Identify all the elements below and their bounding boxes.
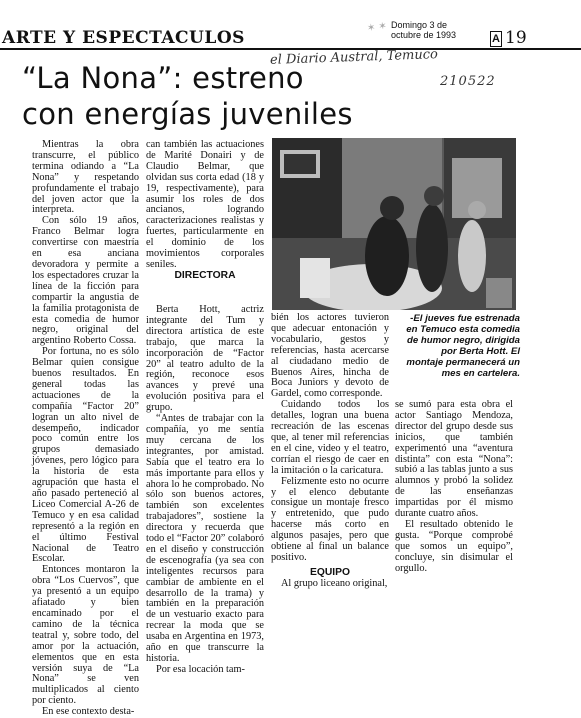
director-subheading: DIRECTORA — [174, 269, 236, 281]
paragraph: Con sólo 19 años, Franco Belmar logra convertirse con maestría en esa anciana devoradora y permite a los espectadores cruzar la línea de la ficción para compartir la angustia de la familia protagonista de esta comedia de humor negro, original del argentino Roberto Cossa. — [32, 215, 139, 347]
article-column-1 — [32, 140, 139, 718]
article-column-5 — [395, 400, 513, 575]
headline — [22, 60, 442, 132]
handwritten-source-note: el Diario Austral, Temuco — [269, 47, 439, 68]
article-column-3 — [146, 305, 264, 676]
paragraph: En ese contexto desta- — [42, 706, 135, 718]
article-column-2 — [146, 140, 264, 282]
archive-stamp: ✶ ✶ — [366, 20, 388, 35]
photo-caption-text: -El jueves fue estrenada en Temuco esta comedia de humor negro, dirigida por Berta Hott. El montaje permanecerá un mes en cartelera. — [406, 313, 520, 379]
paragraph: Cuidando todos los detalles, logran una buena recreación de las escenas que, al tener mil referencias en el cine, video y el teatro, corrían el riesgo de caer en la imitación o la caricatura. — [271, 399, 389, 476]
paragraph: Por esa locación tam- — [156, 663, 245, 675]
photo-caption — [402, 313, 520, 379]
issue-date-line2: octubre de 1993 — [391, 30, 457, 40]
issue-date — [391, 20, 456, 40]
paragraph: El resultado obtenido le gusta. “Porque comprobé que somos un equipo”, concluye, sin disimular el orgullo. — [395, 518, 513, 574]
header-rule — [0, 48, 581, 50]
paragraph: Mientras la obra transcurre, el público termina odiando a “La Nona” y respetando profundamente el trabajo del joven actor que la interpreta. — [32, 139, 139, 216]
paragraph: Felizmente esto no ocurre y el elenco debutante consigue un montaje fresco y entretenido, que pudo hacerse más corto en algunos pasajes, pero que obtiene al final un balance positivo. — [271, 475, 389, 563]
paragraph: “Antes de trabajar con la compañía, yo me sentía muy cercana de los integrantes, por amistad. Sabía que el teatro era lo más importante para ellos y ahora lo he comprobado. No sólo son buenos actores, también son excelentes trabajadores”, sostiene la directora y recuerda que todo el “Factor 20” colaboró en el diseño y construcción de escenografía (ya sea con inteligentes recursos para cambiar de ambiente en el desarrollo de la trama) y también en la preparación de un vestuario exacto para recrear la moda que se usaba en Argentina en 1973, año en que transcurre la historia. — [146, 413, 264, 664]
paragraph: can también las actuaciones de Marité Donairi y de Claudio Belmar, que olvidan sus corta edad (18 y 19, respectivamente), para asumir los roles de dos ancianos, logrando caracterizaciones realistas y fuertes, particularmente en el dominio de los movimientos corporales seniles. — [146, 139, 264, 270]
paragraph: se sumó para esta obra el actor Santiago Mendoza, director del grupo desde sus inicios, que también experimentó una “aventura distinta” con esta “Nona”: subió a las tablas junto a sus alumnos y probó la solidez de las enseñanzas impartidas por él mismo durante cuatro años. — [395, 399, 513, 520]
headline-line1: “La Nona”: estreno — [22, 61, 304, 95]
page-letter: A — [490, 31, 502, 47]
page-number: 19 — [505, 28, 527, 48]
paragraph: Entonces montaron la obra “Los Cuervos”, que ya presentó a un equipo afiatado y bien encaminado por el camino de la técnica teatral y, sobre todo, del amor por la actuación, elementos que en esta versión suya de “La Nona” se ven multiplicados al ciento por ciento. — [32, 564, 139, 707]
article-column-4 — [271, 313, 389, 590]
handwritten-code-note: 210522 — [440, 74, 496, 89]
issue-date-line1: Domingo 3 de — [391, 20, 448, 30]
paragraph: bién los actores tuvieron que adecuar entonación y vocabulario, gestos y referencias, hasta acercarse al ciudadano medio de Buenos Aires, hincha de Boca Juniors y devoto de Gardel, como corresponde. — [271, 312, 389, 400]
section-title: ARTE Y ESPECTACULOS — [2, 28, 245, 48]
headline-line2: con energías juveniles — [22, 97, 353, 131]
stage-photo-image — [272, 138, 516, 310]
stage-photo — [272, 138, 516, 310]
team-subheading: EQUIPO — [309, 566, 351, 578]
paragraph: Al grupo liceano original, — [281, 577, 388, 589]
paragraph: Berta Hott, actriz integrante del Tum y directora artística de este trabajo, que marca la incorporación de “Factor 20” al teatro adulto de la región, reconoce esos avances y prevé una evolución positiva para el grupo. — [146, 304, 264, 414]
paragraph: Por fortuna, no es sólo Belmar quien consigue buenos resultados. En general todas las actuaciones de la compañía “Factor 20” logran un alto nivel de desempeño, indicador poco común entre los grupos demasiado jóvenes, pero lógico para la historia de esta agrupación que hasta el año pasado perteneció al Liceo Comercial A-26 de Temuco y en esa calidad representó a la región en el último Festival Nacional de Teatro Escolar. — [32, 346, 139, 565]
